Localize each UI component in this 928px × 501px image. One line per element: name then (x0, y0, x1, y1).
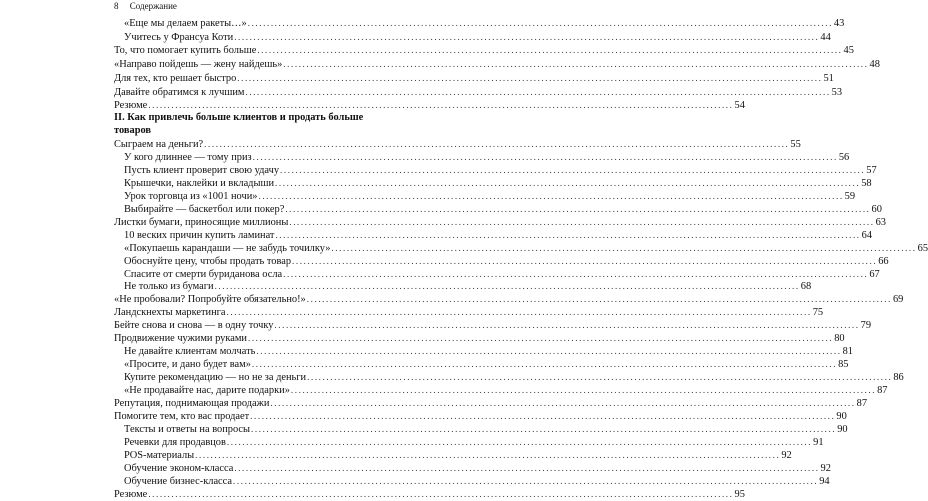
toc-entry-title: Речевки для продавцов (124, 436, 226, 448)
toc-entry-page: 56 (838, 151, 850, 163)
toc-entry (114, 203, 882, 216)
toc-entry-page: 55 (790, 139, 801, 150)
toc-entry (114, 319, 872, 332)
toc-entry-title: «Не пробовали? Попробуйте обязательно!» (114, 294, 306, 306)
toc-leader-dots: ........................................................................................................................................................ (283, 59, 869, 70)
toc-entry-title: Крышечки, наклейки и вкладыши (124, 177, 275, 189)
toc-leader-dots: ........................................................................................................................................................ (307, 372, 893, 383)
toc-leader-dots: ........................................................................................................................................................ (283, 268, 869, 279)
toc-leader-dots: ........................................................................................................................................................ (292, 255, 878, 266)
toc-leader-dots: ........................................................................................................................................................ (250, 410, 836, 421)
toc-entry-page: 64 (861, 229, 873, 241)
toc-leader-dots: ........................................................................................................................................................ (289, 216, 875, 227)
toc-entry (114, 293, 904, 306)
toc-entry-page: 68 (800, 281, 812, 293)
toc-leader-dots: ........................................................................................................................................................ (247, 333, 834, 344)
toc-leader-dots: ........................................................................................................................................................ (195, 449, 781, 460)
toc-entry (114, 58, 880, 71)
toc-entry-title: «Еще мы делаем ракеты…» (124, 18, 247, 29)
toc-leader-dots: ........................................................................................................................................................ (233, 475, 819, 486)
toc-entry-title: «Покупаешь карандаши — не забудь точилку» (124, 242, 331, 254)
toc-leader-dots: ........................................................................................................................................................ (226, 307, 812, 318)
toc-entry (114, 345, 853, 358)
header-title: Содержание (129, 1, 177, 11)
header-page-number: 8 (114, 1, 119, 11)
toc-entry-page: 81 (842, 346, 853, 358)
toc-entry (114, 358, 849, 371)
toc-entry (114, 371, 904, 384)
toc-leader-dots: ........................................................................................................................................................ (331, 242, 917, 253)
toc-leader-dots: ........................................................................................................................................................ (252, 151, 838, 162)
toc-entry-title: Тексты и ответы на вопросы (124, 423, 251, 435)
toc-leader-dots: ........................................................................................................................................................ (251, 423, 837, 434)
toc-leader-dots: ........................................................................................................................................................ (234, 31, 820, 42)
toc-entry-title: Помогите тем, кто вас продает (114, 410, 250, 422)
toc-entry-title: Репутация, поднимающая продажи (114, 398, 270, 409)
toc-entry-title: «Не продавайте нас, дарите подарки» (124, 385, 290, 397)
toc-entry (114, 488, 745, 501)
toc-leader-dots: ........................................................................................................................................................ (274, 320, 860, 331)
toc-leader-dots: ........................................................................................................................................................ (226, 436, 813, 447)
toc-leader-dots: ........................................................................................................................................................ (237, 72, 823, 83)
toc-entry-title: Листки бумаги, приносящие миллионы (114, 216, 289, 228)
toc-entry-page: 80 (834, 333, 845, 345)
toc-entry-page: 53 (831, 86, 843, 98)
toc-entry-page: 60 (871, 203, 882, 215)
toc-entry-title: POS-материалы (124, 449, 195, 461)
toc-entry-page: 85 (838, 359, 849, 371)
toc-entry-page: 58 (861, 177, 872, 189)
toc-entry (114, 177, 872, 190)
toc-leader-dots: ........................................................................................................................................................ (204, 139, 790, 149)
toc-entry-title: Для тех, кто решает быстро (114, 72, 237, 84)
running-header (114, 0, 177, 12)
toc-entry-page: 95 (734, 488, 745, 500)
toc-entry (114, 397, 868, 410)
toc-entry-page: 75 (812, 307, 824, 319)
toc-entry (114, 164, 877, 177)
toc-entry (114, 280, 812, 293)
toc-entry (114, 99, 745, 112)
toc-entry-page: 92 (820, 462, 831, 474)
toc-entry-title: Обучение эконом-класса (124, 462, 234, 474)
toc-leader-dots: ........................................................................................................................................................ (306, 294, 892, 305)
section-heading: II. Как привлечь больше клиентов и продать больше товаров (114, 112, 364, 136)
toc-entry-page: 87 (856, 398, 868, 409)
toc-leader-dots: ........................................................................................................................................................ (234, 462, 820, 473)
toc-leader-dots: ........................................................................................................................................................ (148, 488, 734, 499)
toc-leader-dots: ........................................................................................................................................................ (247, 18, 833, 28)
toc-entry (114, 449, 792, 462)
toc-entry-page: 51 (823, 72, 834, 84)
toc-entry (114, 306, 824, 319)
toc-entry-page: 65 (917, 242, 928, 254)
toc-entry-title: Не давайте клиентам молчать (124, 346, 256, 358)
toc-entry (114, 17, 845, 30)
toc-entry-page: 69 (892, 294, 904, 306)
toc-entry-page: 90 (837, 423, 848, 435)
toc-entry-page: 87 (877, 385, 888, 397)
toc-leader-dots: ........................................................................................................................................................ (148, 100, 734, 111)
toc-entry-title: Пусть клиент проверит свою удачу (124, 164, 280, 176)
toc-entry (114, 268, 880, 281)
toc-leader-dots: ........................................................................................................................................................ (280, 164, 866, 175)
toc-entry (114, 72, 834, 85)
toc-entry-title: Учитесь у Франсуа Коти (124, 31, 234, 43)
toc-entry-title: Бейте снова и снова — в одну точку (114, 320, 274, 332)
toc-entry (114, 384, 888, 397)
toc-entry (114, 44, 854, 57)
toc-entry (114, 332, 845, 345)
toc-entry-page: 66 (878, 255, 889, 267)
toc-entry-page: 92 (781, 449, 792, 461)
toc-entry-title: Давайте обратимся к лучшим (114, 86, 245, 98)
toc-entry-title: Не только из бумаги (124, 281, 214, 293)
toc-entry-page: 90 (836, 410, 847, 422)
toc-leader-dots: ........................................................................................................................................................ (285, 203, 871, 214)
toc-entry-page: 63 (875, 216, 886, 228)
toc-entry-title: «Просите, и дано будет вам» (124, 359, 251, 371)
toc-leader-dots: ........................................................................................................................................................ (257, 45, 843, 56)
toc-entry (114, 31, 831, 44)
toc-entry-page: 86 (893, 372, 904, 384)
toc-entry-title: Сыграем на деньги? (114, 139, 204, 150)
toc-leader-dots: ........................................................................................................................................................ (214, 281, 800, 292)
toc-entry (114, 190, 856, 203)
toc-entry-page: 54 (734, 100, 745, 112)
toc-entry (114, 410, 847, 423)
toc-entry-title: Обучение бизнес-класса (124, 475, 233, 487)
toc-entry-page: 79 (860, 320, 872, 332)
toc-entry (114, 216, 886, 229)
toc-entry-title: Ландскнехты маркетинга (114, 307, 226, 319)
toc-entry-title: Резюме (114, 100, 148, 112)
toc-entry-title: Купите рекомендацию — но не за деньги (124, 372, 307, 384)
toc-entry-page: 59 (844, 190, 856, 202)
toc-entry-title: Продвижение чужими руками (114, 333, 247, 345)
toc-entry-page: 67 (869, 268, 880, 280)
toc-entry (114, 242, 928, 255)
toc-entry-page: 43 (833, 18, 845, 29)
toc-entry-page: 57 (866, 164, 877, 176)
toc-entry-page: 91 (813, 436, 824, 448)
toc-entry-title: Выбирайте — баскетбол или покер? (124, 203, 285, 215)
toc-leader-dots: ........................................................................................................................................................ (251, 359, 838, 370)
toc-leader-dots: ........................................................................................................................................................ (275, 177, 861, 188)
toc-entry-title: «Направо пойдешь — жену найдешь» (114, 59, 283, 71)
toc-entry-title: У кого длиннее — тому приз (124, 151, 252, 163)
toc-leader-dots: ........................................................................................................................................................ (245, 86, 831, 97)
toc-entry (114, 423, 848, 436)
toc-entry (114, 138, 801, 151)
toc-entry-title: То, что помогает купить больше (114, 45, 257, 57)
toc-entry-page: 94 (819, 475, 830, 487)
toc-entry-title: Спасите от смерти буриданова осла (124, 268, 283, 280)
toc-leader-dots: ........................................................................................................................................................ (275, 229, 861, 240)
toc-entry (114, 229, 873, 242)
toc-entry-page: 48 (869, 59, 880, 71)
toc-entry-title: Резюме (114, 488, 148, 500)
toc-leader-dots: ........................................................................................................................................................ (256, 346, 842, 357)
toc-entry-title: Урок торговца из «1001 ночи» (124, 190, 258, 202)
toc-entry-title: 10 веских причин купить ламинат (124, 229, 275, 241)
toc-leader-dots: ........................................................................................................................................................ (290, 385, 877, 396)
toc-leader-dots: ........................................................................................................................................................ (270, 398, 856, 408)
toc-entry (114, 86, 843, 99)
toc-entry (114, 436, 824, 449)
toc-entry (114, 462, 831, 475)
toc-entry (114, 475, 830, 488)
toc-entry (114, 255, 889, 268)
toc-entry-page: 44 (820, 31, 831, 43)
toc-entry (114, 151, 850, 164)
toc-entry-title: Обоснуйте цену, чтобы продать товар (124, 255, 292, 267)
toc-entry-page: 45 (843, 45, 854, 57)
toc-leader-dots: ........................................................................................................................................................ (258, 190, 844, 201)
